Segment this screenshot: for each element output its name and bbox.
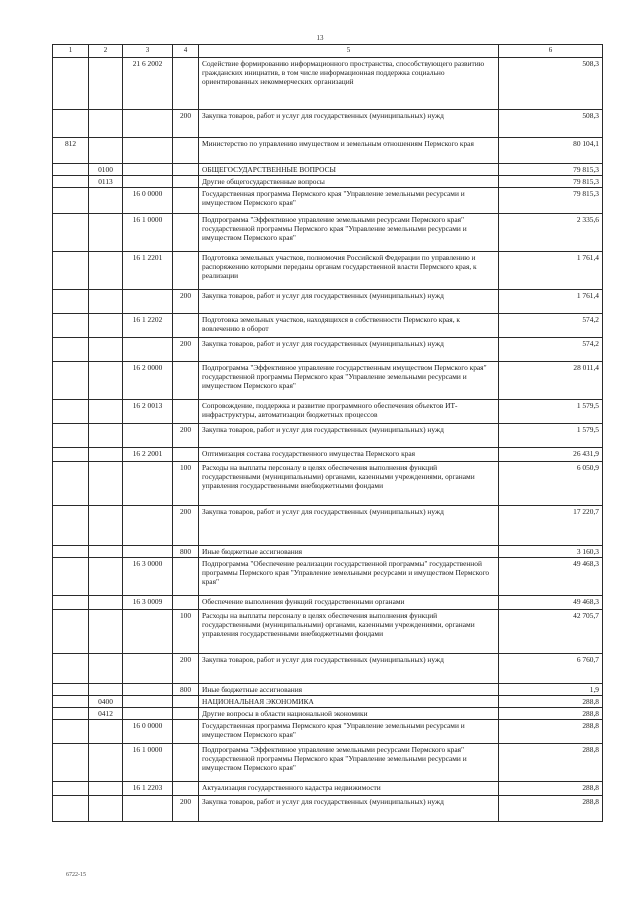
table-row: [53, 696, 603, 708]
ministry-code-cell: [53, 506, 89, 546]
expense-type-cell: 200: [173, 506, 199, 546]
expense-type-cell: 800: [173, 546, 199, 558]
column-header: 6: [499, 45, 603, 58]
item-name-cell: Расходы на выплаты персоналу в целях обеспечения выполнения функций государственными (муниципальными) органами, казенными учреждениями, органами управления государственными внебюджетными фондами: [199, 610, 499, 654]
amount-cell: 1 579,5: [499, 400, 603, 424]
table-row: [53, 610, 603, 654]
target-article-cell: 21 6 2002: [123, 58, 173, 110]
ministry-code-cell: [53, 684, 89, 696]
expense-type-cell: [173, 252, 199, 290]
amount-cell: 288,8: [499, 782, 603, 796]
table-row: [53, 176, 603, 188]
ministry-code-cell: [53, 362, 89, 400]
target-article-cell: [123, 462, 173, 506]
item-name-cell: Государственная программа Пермского края "Управление земельными ресурсами и имуществом Пермского края": [199, 720, 499, 744]
expense-type-cell: [173, 176, 199, 188]
table-row: [53, 138, 603, 164]
amount-cell: 3 160,3: [499, 546, 603, 558]
column-header: 2: [89, 45, 123, 58]
expense-type-cell: [173, 744, 199, 782]
expense-type-cell: [173, 314, 199, 338]
section-code-cell: [89, 290, 123, 314]
section-code-cell: [89, 796, 123, 822]
section-code-cell: [89, 684, 123, 696]
expense-type-cell: 200: [173, 424, 199, 448]
table-row: [53, 796, 603, 822]
expense-type-cell: [173, 58, 199, 110]
ministry-code-cell: [53, 290, 89, 314]
section-code-cell: [89, 338, 123, 362]
amount-cell: 80 104,1: [499, 138, 603, 164]
amount-cell: 2 335,6: [499, 214, 603, 252]
section-code-cell: [89, 720, 123, 744]
item-name-cell: Закупка товаров, работ и услуг для государственных (муниципальных) нужд: [199, 290, 499, 314]
table-row: [53, 424, 603, 448]
section-code-cell: [89, 506, 123, 546]
target-article-cell: [123, 506, 173, 546]
amount-cell: 49 468,3: [499, 596, 603, 610]
expense-type-cell: [173, 596, 199, 610]
amount-cell: 49 468,3: [499, 558, 603, 596]
page-number: 13: [316, 34, 324, 42]
item-name-cell: Закупка товаров, работ и услуг для государственных (муниципальных) нужд: [199, 338, 499, 362]
section-code-cell: [89, 462, 123, 506]
item-name-cell: Подготовка земельных участков, находящихся в собственности Пермского края, к вовлечению в оборот: [199, 314, 499, 338]
ministry-code-cell: [53, 462, 89, 506]
target-article-cell: 16 1 0000: [123, 214, 173, 252]
amount-cell: 288,8: [499, 796, 603, 822]
column-header: 5: [199, 45, 499, 58]
expense-type-cell: 100: [173, 462, 199, 506]
ministry-code-cell: [53, 708, 89, 720]
target-article-cell: 16 1 2203: [123, 782, 173, 796]
amount-cell: 288,8: [499, 744, 603, 782]
amount-cell: 79 815,3: [499, 164, 603, 176]
ministry-code-cell: [53, 314, 89, 338]
ministry-code-cell: 812: [53, 138, 89, 164]
table-row: [53, 462, 603, 506]
item-name-cell: Другие вопросы в области национальной экономики: [199, 708, 499, 720]
table-row: [53, 654, 603, 684]
item-name-cell: Закупка товаров, работ и услуг для государственных (муниципальных) нужд: [199, 796, 499, 822]
target-article-cell: [123, 654, 173, 684]
amount-cell: 1 579,5: [499, 424, 603, 448]
section-code-cell: [89, 744, 123, 782]
amount-cell: 288,8: [499, 720, 603, 744]
item-name-cell: Подпрограмма "Эффективное управление земельными ресурсами Пермского края" государственной программы Пермского края "Управление земельными ресурсами и имуществом Пермского края": [199, 214, 499, 252]
target-article-cell: 16 1 2201: [123, 252, 173, 290]
ministry-code-cell: [53, 448, 89, 462]
expense-type-cell: [173, 188, 199, 214]
item-name-cell: Содействие формированию информационного пространства, способствующего развитию гражданских инициатив, в том числе информационная поддержка социально ориентированных некоммерческих организаций: [199, 58, 499, 110]
item-name-cell: Государственная программа Пермского края "Управление земельными ресурсами и имуществом Пермского края": [199, 188, 499, 214]
section-code-cell: [89, 782, 123, 796]
target-article-cell: [123, 164, 173, 176]
section-code-cell: [89, 362, 123, 400]
ministry-code-cell: [53, 252, 89, 290]
target-article-cell: [123, 176, 173, 188]
section-code-cell: [89, 138, 123, 164]
amount-cell: 6 050,9: [499, 462, 603, 506]
table-row: [53, 252, 603, 290]
target-article-cell: 16 2 0013: [123, 400, 173, 424]
section-code-cell: [89, 424, 123, 448]
table-row: [53, 558, 603, 596]
item-name-cell: Закупка товаров, работ и услуг для государственных (муниципальных) нужд: [199, 110, 499, 138]
item-name-cell: Иные бюджетные ассигнования: [199, 684, 499, 696]
ministry-code-cell: [53, 214, 89, 252]
table-row: [53, 782, 603, 796]
target-article-cell: 16 2 2001: [123, 448, 173, 462]
ministry-code-cell: [53, 176, 89, 188]
target-article-cell: 16 0 0000: [123, 188, 173, 214]
item-name-cell: Закупка товаров, работ и услуг для государственных (муниципальных) нужд: [199, 506, 499, 546]
item-name-cell: ОБЩЕГОСУДАРСТВЕННЫЕ ВОПРОСЫ: [199, 164, 499, 176]
amount-cell: 508,3: [499, 58, 603, 110]
item-name-cell: Другие общегосударственные вопросы: [199, 176, 499, 188]
ministry-code-cell: [53, 424, 89, 448]
section-code-cell: [89, 558, 123, 596]
ministry-code-cell: [53, 796, 89, 822]
item-name-cell: Закупка товаров, работ и услуг для государственных (муниципальных) нужд: [199, 424, 499, 448]
expense-type-cell: [173, 362, 199, 400]
table-row: [53, 744, 603, 782]
target-article-cell: [123, 338, 173, 362]
amount-cell: 79 815,3: [499, 188, 603, 214]
target-article-cell: [123, 138, 173, 164]
amount-cell: 1 761,4: [499, 252, 603, 290]
target-article-cell: 16 0 0000: [123, 720, 173, 744]
item-name-cell: Министерство по управлению имуществом и земельным отношениям Пермского края: [199, 138, 499, 164]
ministry-code-cell: [53, 654, 89, 684]
item-name-cell: Подпрограмма "Эффективное управление земельными ресурсами Пермского края" государственной программы Пермского края "Управление земельными ресурсами и имуществом Пермского края": [199, 744, 499, 782]
table-row: [53, 708, 603, 720]
ministry-code-cell: [53, 338, 89, 362]
expense-type-cell: [173, 708, 199, 720]
item-name-cell: Расходы на выплаты персоналу в целях обеспечения выполнения функций государственными (муниципальными) органами, казенными учреждениями, органами управления государственными внебюджетными фондами: [199, 462, 499, 506]
table-row: [53, 338, 603, 362]
item-name-cell: Иные бюджетные ассигнования: [199, 546, 499, 558]
table-row: [53, 684, 603, 696]
expense-type-cell: [173, 400, 199, 424]
item-name-cell: Закупка товаров, работ и услуг для государственных (муниципальных) нужд: [199, 654, 499, 684]
table-row: [53, 290, 603, 314]
ministry-code-cell: [53, 720, 89, 744]
table-row: [53, 362, 603, 400]
amount-cell: 26 431,9: [499, 448, 603, 462]
section-code-cell: [89, 314, 123, 338]
expense-type-cell: 800: [173, 684, 199, 696]
budget-table: [52, 44, 603, 822]
amount-cell: 42 705,7: [499, 610, 603, 654]
ministry-code-cell: [53, 164, 89, 176]
ministry-code-cell: [53, 188, 89, 214]
table-row: [53, 546, 603, 558]
expense-type-cell: [173, 214, 199, 252]
expense-type-cell: 100: [173, 610, 199, 654]
amount-cell: 6 760,7: [499, 654, 603, 684]
section-code-cell: [89, 400, 123, 424]
table-row: [53, 188, 603, 214]
section-code-cell: 0412: [89, 708, 123, 720]
ministry-code-cell: [53, 696, 89, 708]
section-code-cell: [89, 58, 123, 110]
section-code-cell: [89, 252, 123, 290]
expense-type-cell: [173, 782, 199, 796]
column-header: 1: [53, 45, 89, 58]
target-article-cell: 16 1 0000: [123, 744, 173, 782]
ministry-code-cell: [53, 596, 89, 610]
ministry-code-cell: [53, 546, 89, 558]
amount-cell: 17 220,7: [499, 506, 603, 546]
target-article-cell: [123, 110, 173, 138]
section-code-cell: 0113: [89, 176, 123, 188]
expense-type-cell: [173, 696, 199, 708]
item-name-cell: Подпрограмма "Эффективное управление государственным имуществом Пермского края" государственной программы Пермского края "Управление земельными ресурсами и имуществом Пермского края": [199, 362, 499, 400]
ministry-code-cell: [53, 782, 89, 796]
expense-type-cell: 200: [173, 796, 199, 822]
item-name-cell: Актуализация государственного кадастра недвижимости: [199, 782, 499, 796]
document-code: 6722-15: [66, 872, 86, 878]
target-article-cell: 16 2 0000: [123, 362, 173, 400]
target-article-cell: [123, 708, 173, 720]
target-article-cell: [123, 290, 173, 314]
table-row: [53, 314, 603, 338]
expense-type-cell: [173, 558, 199, 596]
amount-cell: 508,3: [499, 110, 603, 138]
table-row: [53, 400, 603, 424]
amount-cell: 79 815,3: [499, 176, 603, 188]
amount-cell: 1,9: [499, 684, 603, 696]
expense-type-cell: [173, 138, 199, 164]
amount-cell: 28 011,4: [499, 362, 603, 400]
table-row: [53, 164, 603, 176]
target-article-cell: [123, 696, 173, 708]
table-row: [53, 720, 603, 744]
section-code-cell: [89, 110, 123, 138]
ministry-code-cell: [53, 110, 89, 138]
expense-type-cell: 200: [173, 338, 199, 362]
expense-type-cell: 200: [173, 290, 199, 314]
target-article-cell: [123, 546, 173, 558]
table-row: [53, 448, 603, 462]
column-header: 3: [123, 45, 173, 58]
table-row: [53, 506, 603, 546]
table-row: [53, 596, 603, 610]
amount-cell: 1 761,4: [499, 290, 603, 314]
section-code-cell: [89, 188, 123, 214]
expense-type-cell: [173, 448, 199, 462]
target-article-cell: 16 1 2202: [123, 314, 173, 338]
amount-cell: 288,8: [499, 696, 603, 708]
target-article-cell: 16 3 0009: [123, 596, 173, 610]
target-article-cell: [123, 610, 173, 654]
target-article-cell: [123, 424, 173, 448]
table-row: [53, 214, 603, 252]
expense-type-cell: 200: [173, 110, 199, 138]
ministry-code-cell: [53, 744, 89, 782]
section-code-cell: [89, 610, 123, 654]
ministry-code-cell: [53, 610, 89, 654]
table-row: [53, 58, 603, 110]
expense-type-cell: 200: [173, 654, 199, 684]
section-code-cell: [89, 448, 123, 462]
item-name-cell: Подпрограмма "Обеспечение реализации государственной программы" государственной программы Пермского края "Управление земельными ресурсами и имуществом Пермского края": [199, 558, 499, 596]
expense-type-cell: [173, 164, 199, 176]
ministry-code-cell: [53, 558, 89, 596]
expense-type-cell: [173, 720, 199, 744]
target-article-cell: [123, 684, 173, 696]
section-code-cell: [89, 546, 123, 558]
item-name-cell: Оптимизация состава государственного имущества Пермского края: [199, 448, 499, 462]
section-code-cell: 0100: [89, 164, 123, 176]
table-header-row: [53, 45, 603, 58]
section-code-cell: [89, 596, 123, 610]
amount-cell: 574,2: [499, 314, 603, 338]
section-code-cell: [89, 214, 123, 252]
target-article-cell: 16 3 0000: [123, 558, 173, 596]
target-article-cell: [123, 796, 173, 822]
item-name-cell: Обеспечение выполнения функций государственными органами: [199, 596, 499, 610]
section-code-cell: 0400: [89, 696, 123, 708]
item-name-cell: Подготовка земельных участков, полномочия Российской Федерации по управлению и распоряжению которыми переданы органам государственной власти Пермского края, к реализации: [199, 252, 499, 290]
item-name-cell: НАЦИОНАЛЬНАЯ ЭКОНОМИКА: [199, 696, 499, 708]
section-code-cell: [89, 654, 123, 684]
column-header: 4: [173, 45, 199, 58]
table-row: [53, 110, 603, 138]
ministry-code-cell: [53, 400, 89, 424]
ministry-code-cell: [53, 58, 89, 110]
amount-cell: 574,2: [499, 338, 603, 362]
amount-cell: 288,8: [499, 708, 603, 720]
item-name-cell: Сопровождение, поддержка и развитие программного обеспечения объектов ИТ-инфраструктуры, автоматизации бюджетных процессов: [199, 400, 499, 424]
